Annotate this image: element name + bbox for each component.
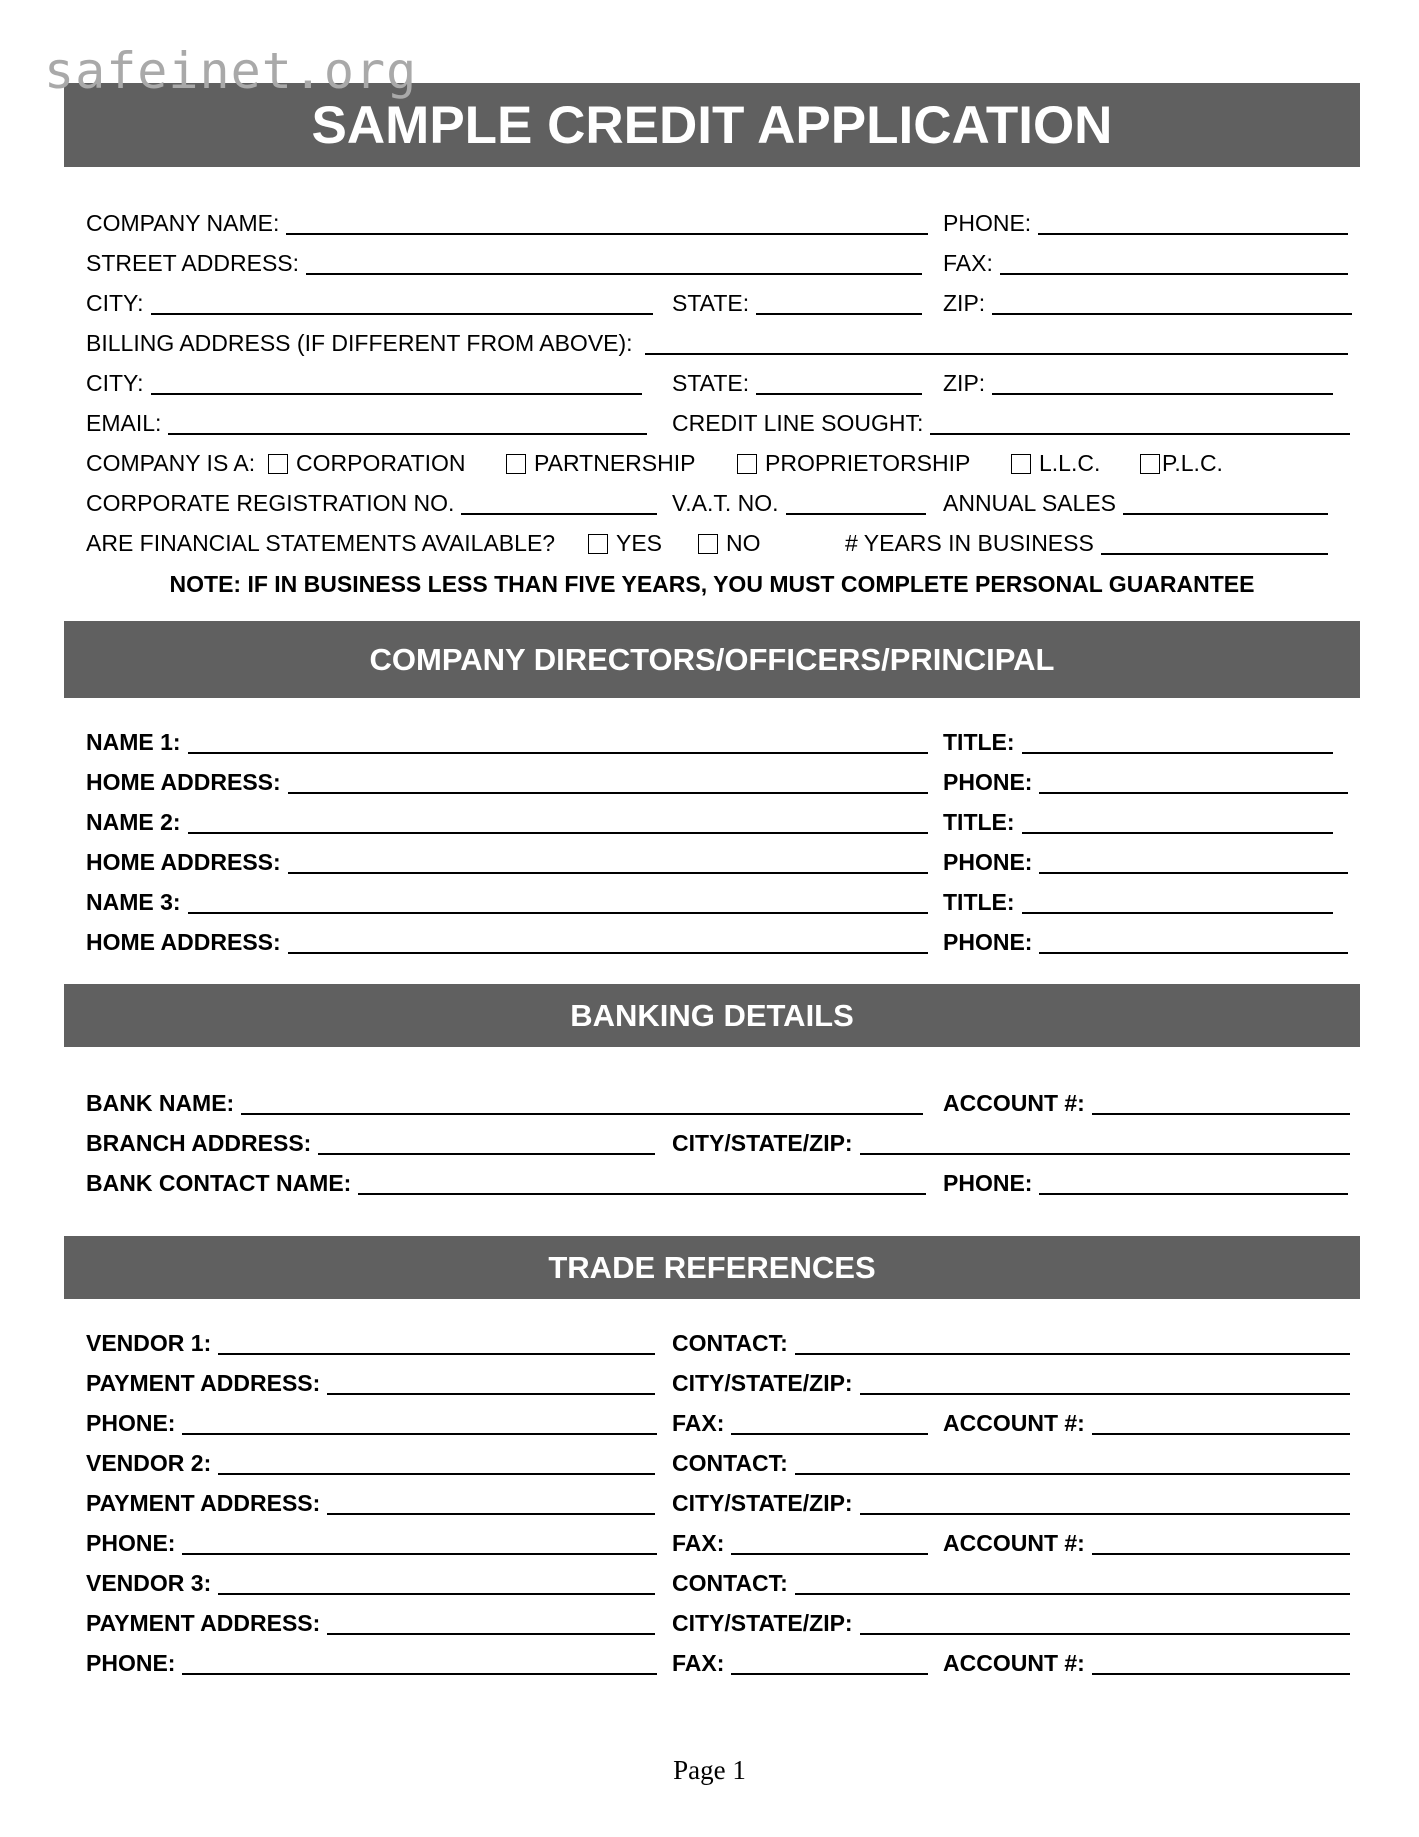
company-type-label: COMPANY IS A: [86, 450, 256, 476]
form-row [86, 1365, 1348, 1399]
form-row [86, 764, 1348, 798]
bank-contact-field[interactable]: BANK CONTACT NAME: [86, 1165, 926, 1199]
form-row [86, 1645, 1348, 1679]
form-row [86, 1165, 1348, 1199]
form-row [86, 485, 1348, 519]
vendor2-phone-field[interactable]: PHONE: [86, 1525, 657, 1559]
annual-sales-field[interactable]: ANNUAL SALES [943, 485, 1328, 519]
form-row [86, 325, 1348, 359]
company-fax-field[interactable]: FAX: [943, 245, 1348, 279]
director-address1-field[interactable]: HOME ADDRESS: [86, 764, 928, 798]
form-row [86, 1565, 1348, 1599]
form-row [86, 724, 1348, 758]
checkbox-icon[interactable] [588, 534, 608, 554]
checkbox-icon[interactable] [506, 454, 526, 474]
form-row [86, 1485, 1348, 1519]
vendor3-account-field[interactable]: ACCOUNT #: [943, 1645, 1350, 1679]
vendor1-contact-field[interactable]: CONTACT: [672, 1325, 1350, 1359]
plc-checkbox[interactable]: P.L.C. [1140, 445, 1223, 479]
proprietorship-checkbox[interactable]: PROPRIETORSHIP [737, 445, 970, 479]
director-address2-field[interactable]: HOME ADDRESS: [86, 844, 928, 878]
checkbox-icon[interactable] [737, 454, 757, 474]
form-row [86, 844, 1348, 878]
street-address-field[interactable]: STREET ADDRESS: [86, 245, 922, 279]
form-row [86, 1605, 1348, 1639]
corp-reg-field[interactable]: CORPORATE REGISTRATION NO. [86, 485, 657, 519]
corporation-checkbox[interactable]: CORPORATION [268, 445, 466, 479]
form-row [86, 365, 1348, 399]
financial-row [86, 525, 1348, 559]
vendor2-city-state-zip-field[interactable]: CITY/STATE/ZIP: [672, 1485, 1350, 1519]
trade-heading: TRADE REFERENCES [64, 1236, 1360, 1299]
branch-address-field[interactable]: BRANCH ADDRESS: [86, 1125, 655, 1159]
city-field[interactable]: CITY: [86, 285, 653, 319]
years-in-business-field[interactable]: # YEARS IN BUSINESS [845, 525, 1328, 559]
form-row [86, 1405, 1348, 1439]
bank-account-field[interactable]: ACCOUNT #: [943, 1085, 1350, 1119]
vendor3-phone-field[interactable]: PHONE: [86, 1645, 657, 1679]
vendor1-field[interactable]: VENDOR 1: [86, 1325, 655, 1359]
director-name2-field[interactable]: NAME 2: [86, 804, 928, 838]
email-field[interactable]: EMAIL: [86, 405, 647, 439]
vendor2-field[interactable]: VENDOR 2: [86, 1445, 655, 1479]
vendor3-city-state-zip-field[interactable]: CITY/STATE/ZIP: [672, 1605, 1350, 1639]
vendor2-payment-address-field[interactable]: PAYMENT ADDRESS: [86, 1485, 655, 1519]
banking-heading: BANKING DETAILS [64, 984, 1360, 1047]
bank-city-state-zip-field[interactable]: CITY/STATE/ZIP: [672, 1125, 1350, 1159]
vendor3-payment-address-field[interactable]: PAYMENT ADDRESS: [86, 1605, 655, 1639]
company-name-field[interactable]: COMPANY NAME: [86, 205, 928, 239]
vendor1-phone-field[interactable]: PHONE: [86, 1405, 657, 1439]
form-row [86, 1125, 1348, 1159]
director-phone3-field[interactable]: PHONE: [943, 924, 1348, 958]
vendor2-fax-field[interactable]: FAX: [672, 1525, 928, 1559]
form-row [86, 285, 1348, 319]
page-title: SAMPLE CREDIT APPLICATION [64, 83, 1360, 167]
fin-yes-checkbox[interactable]: YES [588, 525, 662, 559]
billing-address-field[interactable]: BILLING ADDRESS (IF DIFFERENT FROM ABOVE): [86, 325, 1348, 359]
guarantee-note: NOTE: IF IN BUSINESS LESS THAN FIVE YEARS, YOU MUST COMPLETE PERSONAL GUARANTEE [169, 571, 1255, 597]
vendor3-contact-field[interactable]: CONTACT: [672, 1565, 1350, 1599]
vat-field[interactable]: V.A.T. NO. [672, 485, 926, 519]
checkbox-icon[interactable] [268, 454, 288, 474]
watermark: safeinet.org [44, 42, 418, 100]
billing-city-field[interactable]: CITY: [86, 365, 642, 399]
form-row [86, 205, 1348, 239]
vendor1-payment-address-field[interactable]: PAYMENT ADDRESS: [86, 1365, 655, 1399]
fin-statements-label: ARE FINANCIAL STATEMENTS AVAILABLE? [86, 530, 556, 556]
partnership-checkbox[interactable]: PARTNERSHIP [506, 445, 695, 479]
director-title1-field[interactable]: TITLE: [943, 724, 1333, 758]
form-row [86, 924, 1348, 958]
llc-checkbox[interactable]: L.L.C. [1011, 445, 1100, 479]
billing-zip-field[interactable]: ZIP: [943, 365, 1333, 399]
checkbox-icon[interactable] [1140, 454, 1160, 474]
credit-line-field[interactable]: CREDIT LINE SOUGHT: [672, 405, 1350, 439]
vendor1-city-state-zip-field[interactable]: CITY/STATE/ZIP: [672, 1365, 1350, 1399]
billing-state-field[interactable]: STATE: [672, 365, 922, 399]
directors-heading: COMPANY DIRECTORS/OFFICERS/PRINCIPAL [64, 621, 1360, 698]
form-row [86, 1445, 1348, 1479]
director-title2-field[interactable]: TITLE: [943, 804, 1333, 838]
director-title3-field[interactable]: TITLE: [943, 884, 1333, 918]
state-field[interactable]: STATE: [672, 285, 922, 319]
vendor2-contact-field[interactable]: CONTACT: [672, 1445, 1350, 1479]
zip-field[interactable]: ZIP: [943, 285, 1352, 319]
vendor3-field[interactable]: VENDOR 3: [86, 1565, 655, 1599]
bank-name-field[interactable]: BANK NAME: [86, 1085, 923, 1119]
form-row [86, 1525, 1348, 1559]
director-phone1-field[interactable]: PHONE: [943, 764, 1348, 798]
form-row [86, 884, 1348, 918]
vendor2-account-field[interactable]: ACCOUNT #: [943, 1525, 1350, 1559]
director-name1-field[interactable]: NAME 1: [86, 724, 928, 758]
vendor3-fax-field[interactable]: FAX: [672, 1645, 928, 1679]
form-row [86, 1325, 1348, 1359]
vendor1-account-field[interactable]: ACCOUNT #: [943, 1405, 1350, 1439]
checkbox-icon[interactable] [1011, 454, 1031, 474]
form-row [86, 405, 1348, 439]
director-phone2-field[interactable]: PHONE: [943, 844, 1348, 878]
vendor1-fax-field[interactable]: FAX: [672, 1405, 928, 1439]
director-address3-field[interactable]: HOME ADDRESS: [86, 924, 928, 958]
form-row [86, 1085, 1348, 1119]
company-phone-field[interactable]: PHONE: [943, 205, 1348, 239]
page-number: Page 1 [673, 1755, 746, 1785]
director-name3-field[interactable]: NAME 3: [86, 884, 928, 918]
form-row [86, 245, 1348, 279]
checkbox-icon[interactable] [698, 534, 718, 554]
fin-no-checkbox[interactable]: NO [698, 525, 761, 559]
bank-phone-field[interactable]: PHONE: [943, 1165, 1348, 1199]
form-row [86, 804, 1348, 838]
company-type-row [86, 445, 1348, 479]
